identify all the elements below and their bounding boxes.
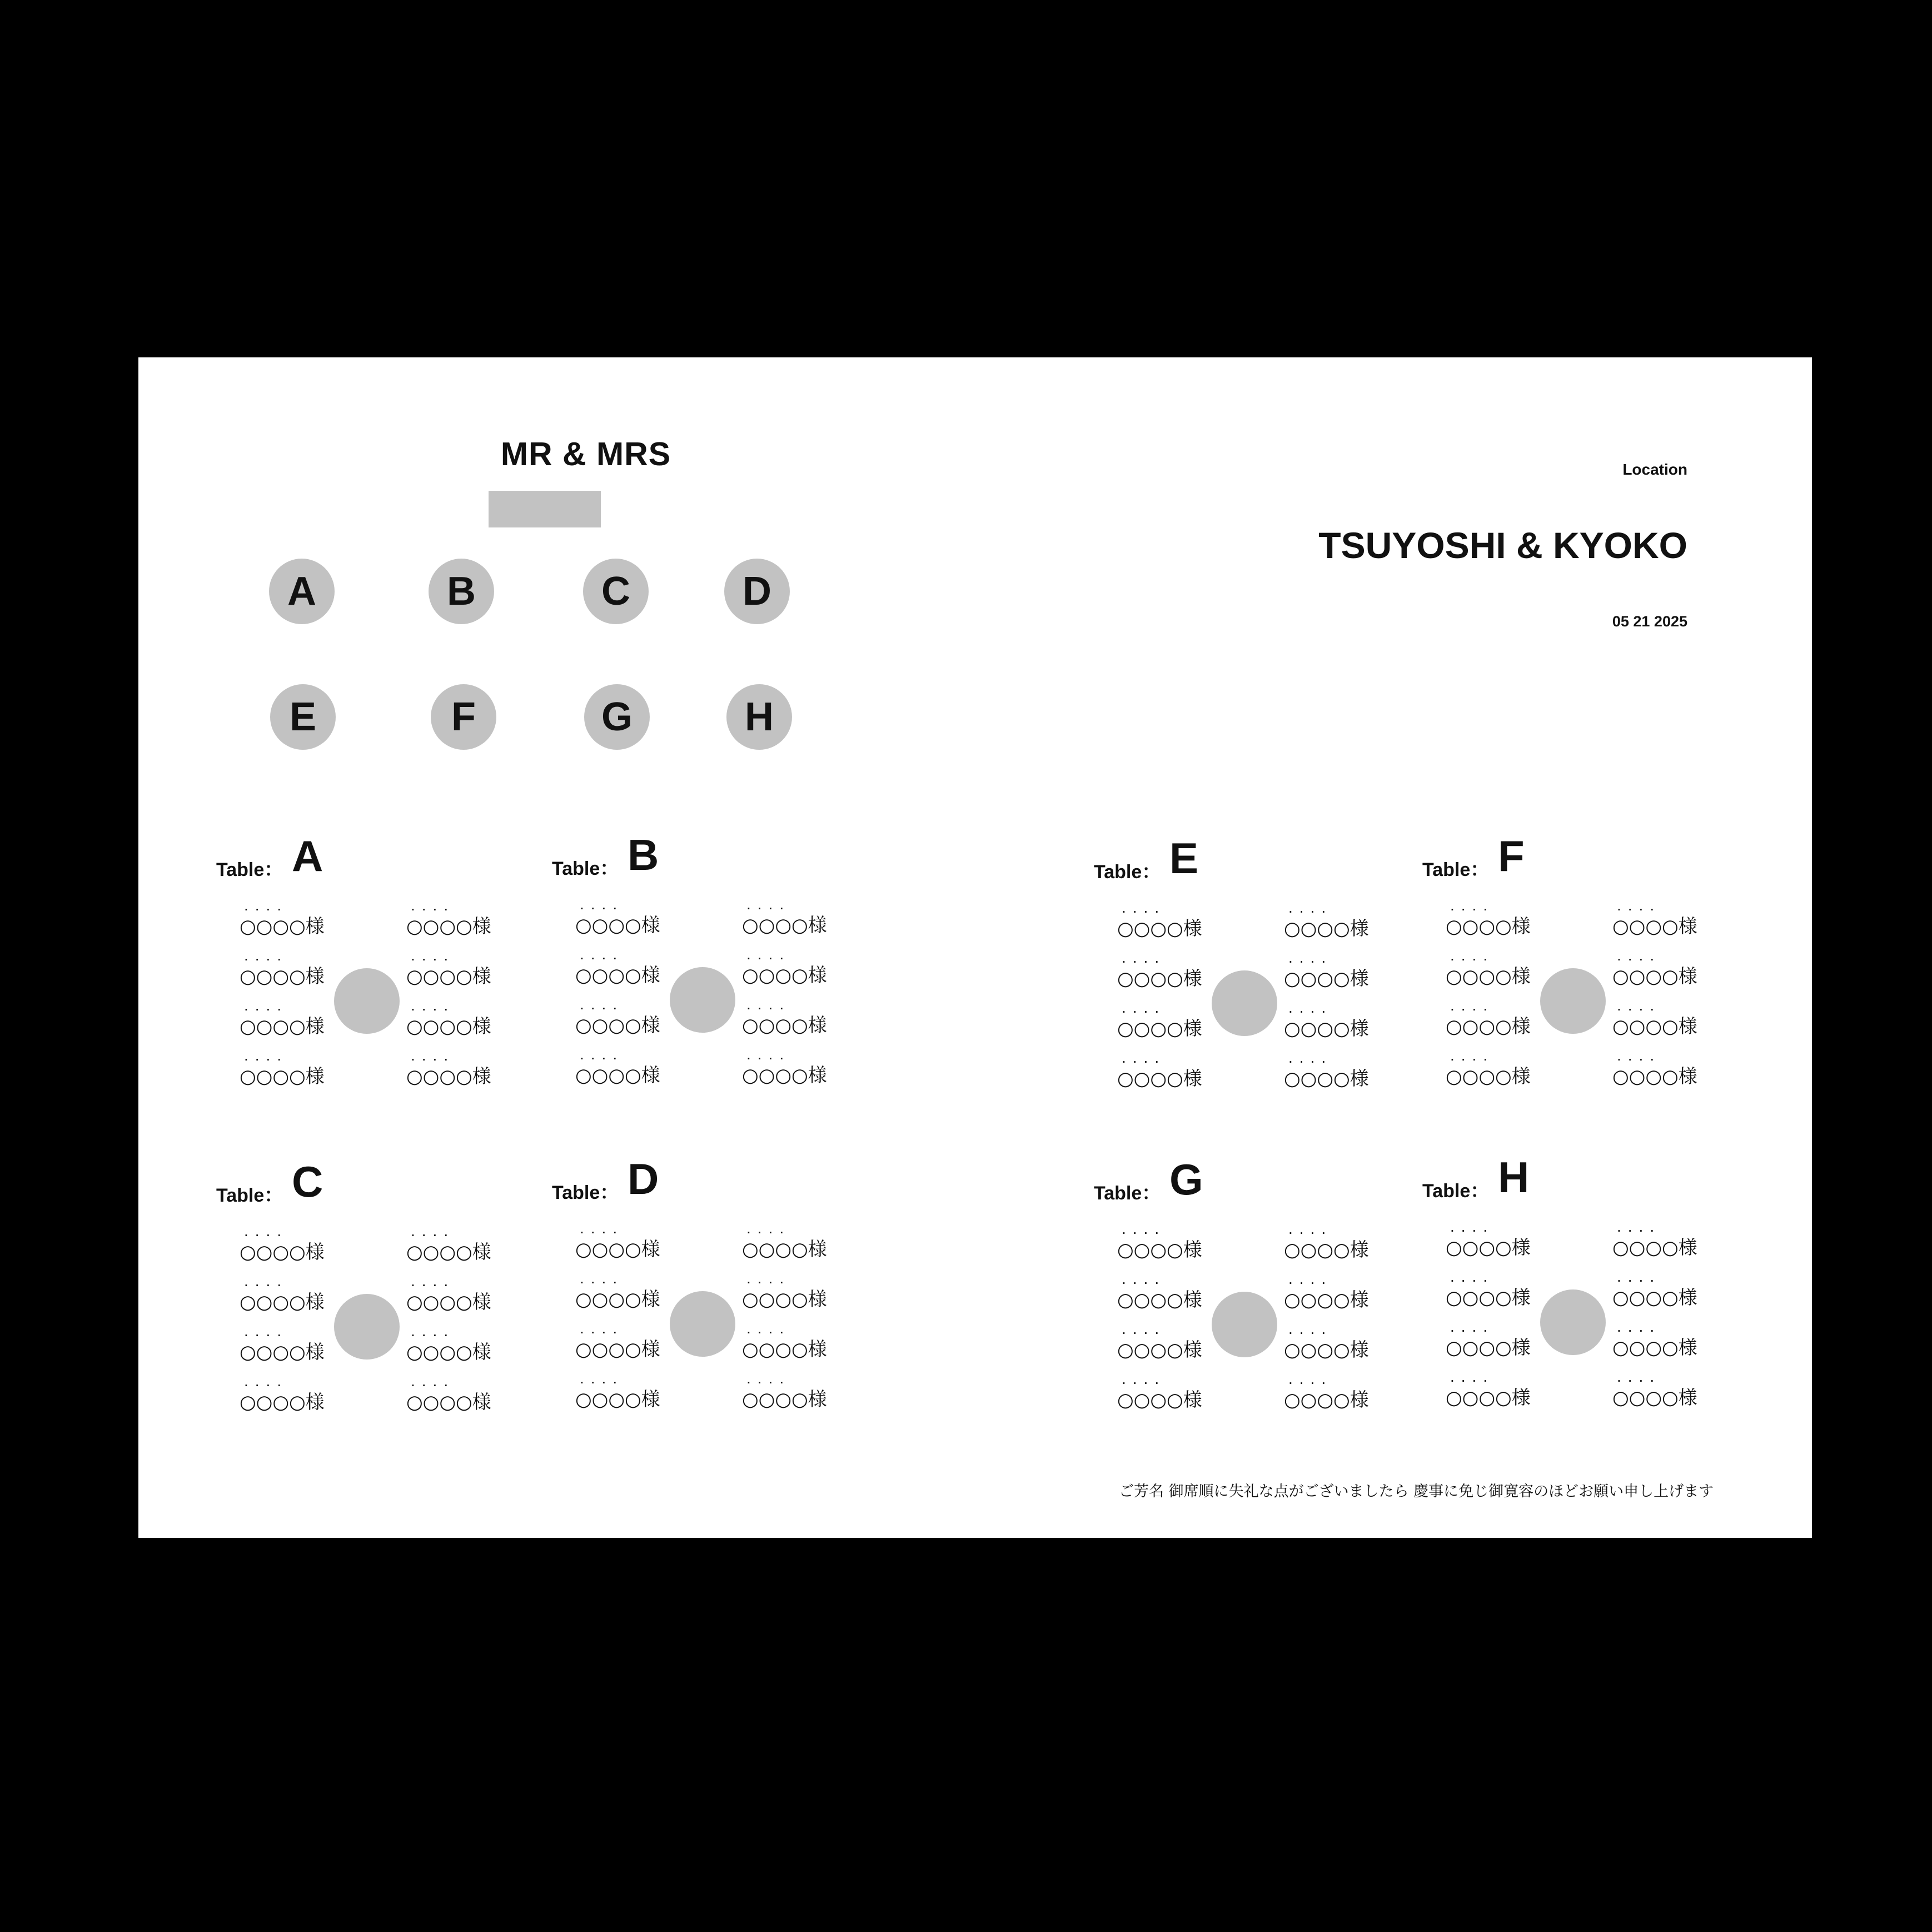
map-table-g: G [584, 684, 650, 750]
guest-name-placeholder: ○○○○様 [1446, 1015, 1531, 1038]
guest-name-placeholder: ○○○○様 [1446, 1337, 1531, 1359]
guest-name-placeholder: ○○○○様 [742, 914, 827, 937]
guest-name-placeholder: ○○○○様 [575, 1288, 660, 1311]
guest-name-placeholder: ○○○○様 [406, 1341, 491, 1363]
table-letter: D [628, 1154, 659, 1203]
guest-seat [575, 1321, 670, 1371]
event-date: 05 21 2025 [1612, 613, 1687, 630]
guest-seat [742, 1047, 836, 1097]
guest-seat [1446, 1369, 1540, 1419]
guest-title-placeholder: .... [411, 1322, 455, 1340]
guest-seat [1612, 898, 1707, 948]
guest-seat [1284, 1321, 1378, 1371]
seat-column-right [1612, 898, 1707, 1098]
guest-title-placeholder: .... [580, 995, 624, 1013]
guest-title-placeholder: .... [411, 1047, 455, 1064]
guest-seat [575, 997, 670, 1047]
guest-seat [742, 1221, 836, 1271]
table-letter: C [292, 1157, 323, 1206]
guest-seat [1284, 1000, 1378, 1050]
guest-seat [1446, 898, 1540, 948]
table-label: Table： [1094, 1183, 1161, 1204]
table-center-circle [1212, 1292, 1277, 1357]
guest-seat [1612, 1319, 1707, 1369]
guest-title-placeholder: .... [244, 1372, 288, 1390]
map-table-a: A [269, 559, 335, 624]
table-center-circle [670, 967, 735, 1033]
guest-name-placeholder: ○○○○様 [1117, 1068, 1202, 1090]
guest-seat [406, 948, 501, 998]
table-block-e [1094, 833, 1427, 1100]
guest-title-placeholder: .... [1450, 947, 1495, 964]
guest-name-placeholder: ○○○○様 [1612, 965, 1697, 988]
guest-name-placeholder: ○○○○様 [240, 1291, 325, 1313]
guest-seat [1117, 1321, 1212, 1371]
guest-name-placeholder: ○○○○様 [406, 1391, 491, 1413]
guest-name-placeholder: ○○○○様 [1117, 1289, 1202, 1311]
map-table-f: F [431, 684, 496, 750]
guest-name-placeholder: ○○○○様 [1612, 1015, 1697, 1038]
guest-name-placeholder: ○○○○様 [742, 1338, 827, 1361]
table-letter: E [1169, 834, 1199, 883]
guest-title-placeholder: .... [1288, 1220, 1333, 1237]
seat-column-left [1446, 898, 1540, 1098]
guest-seat [240, 1323, 334, 1373]
table-letter: G [1169, 1155, 1203, 1204]
guest-name-placeholder: ○○○○様 [1612, 1237, 1697, 1259]
guest-title-placeholder: .... [580, 1269, 624, 1287]
guest-seat [406, 898, 501, 948]
guest-seat [1284, 1271, 1378, 1321]
guest-name-placeholder: ○○○○様 [406, 1291, 491, 1313]
guest-seat [406, 1223, 501, 1273]
guest-name-placeholder: ○○○○様 [240, 965, 325, 988]
guest-title-placeholder: .... [1288, 949, 1333, 966]
guest-title-placeholder: .... [580, 1045, 624, 1063]
guest-title-placeholder: .... [746, 1319, 791, 1337]
guest-seat [1446, 1319, 1540, 1369]
table-block-d [552, 1154, 885, 1421]
guest-name-placeholder: ○○○○様 [575, 1238, 660, 1261]
guest-name-placeholder: ○○○○様 [575, 914, 660, 937]
guest-name-placeholder: ○○○○様 [1446, 915, 1531, 938]
guest-title-placeholder: .... [1122, 999, 1166, 1016]
guest-name-placeholder: ○○○○様 [742, 964, 827, 987]
guest-name-placeholder: ○○○○様 [1284, 1018, 1369, 1040]
guest-seat [240, 1223, 334, 1273]
guest-name-placeholder: ○○○○様 [1117, 968, 1202, 990]
guest-seat [742, 1321, 836, 1371]
guest-seat [406, 998, 501, 1048]
guest-seat [742, 1271, 836, 1321]
guest-seat [575, 1221, 670, 1271]
guest-seat [742, 897, 836, 947]
table-letter: A [292, 831, 323, 880]
guest-seat [575, 1047, 670, 1097]
seating-chart-card [138, 357, 1812, 1538]
seat-column-left [1446, 1219, 1540, 1419]
guest-seat [240, 948, 334, 998]
guest-title-placeholder: .... [1617, 1318, 1661, 1335]
seat-column-left [575, 897, 670, 1097]
footer-note: ご芳名 御席順に失礼な点がございましたら 慶事に免じ御寛容のほどお願い申し上げます [1119, 1483, 1714, 1500]
guest-seat [1612, 1048, 1707, 1098]
guest-title-placeholder: .... [411, 997, 455, 1014]
guest-seat [1284, 950, 1378, 1000]
guest-name-placeholder: ○○○○様 [1284, 1289, 1369, 1311]
guest-name-placeholder: ○○○○様 [575, 1014, 660, 1037]
table-label: Table： [1422, 859, 1490, 880]
guest-seat [1446, 1219, 1540, 1269]
guest-name-placeholder: ○○○○様 [575, 964, 660, 987]
guest-title-placeholder: .... [411, 897, 455, 914]
guest-seat [406, 1373, 501, 1423]
guest-name-placeholder: ○○○○様 [406, 1241, 491, 1263]
table-block-g [1094, 1154, 1427, 1421]
guest-seat [1446, 1269, 1540, 1319]
seat-column-right [1284, 900, 1378, 1100]
guest-title-placeholder: .... [580, 1370, 624, 1387]
guest-title-placeholder: .... [1450, 1268, 1495, 1285]
seat-column-left [1117, 900, 1212, 1100]
guest-title-placeholder: .... [1288, 1049, 1333, 1066]
guest-name-placeholder: ○○○○様 [1284, 1389, 1369, 1411]
guest-seat [240, 998, 334, 1048]
guest-seat [1284, 1221, 1378, 1271]
head-table-shape [489, 491, 601, 527]
guest-seat [1612, 1269, 1707, 1319]
guest-title-placeholder: .... [746, 945, 791, 963]
guest-seat [575, 897, 670, 947]
guest-name-placeholder: ○○○○様 [1612, 1065, 1697, 1088]
table-letter: H [1498, 1153, 1530, 1202]
guest-seat [240, 1373, 334, 1423]
guest-title-placeholder: .... [1122, 899, 1166, 916]
guest-seat [1117, 1271, 1212, 1321]
guest-title-placeholder: .... [1450, 1368, 1495, 1385]
guest-seat [1446, 998, 1540, 1048]
table-center-circle [1212, 970, 1277, 1036]
map-table-d: D [724, 559, 790, 624]
location-label: Location [1622, 461, 1687, 478]
table-block-f [1422, 831, 1756, 1098]
guest-title-placeholder: .... [580, 945, 624, 963]
guest-seat [240, 1048, 334, 1098]
table-label: Table： [216, 859, 283, 880]
guest-title-placeholder: .... [411, 1372, 455, 1390]
guest-seat [1446, 1048, 1540, 1098]
seat-column-left [240, 1223, 334, 1423]
guest-title-placeholder: .... [1617, 997, 1661, 1014]
seat-column-right [742, 897, 836, 1097]
guest-title-placeholder: .... [1122, 1049, 1166, 1066]
guest-name-placeholder: ○○○○様 [240, 1391, 325, 1413]
guest-seat [1117, 1221, 1212, 1271]
table-center-circle [334, 968, 400, 1034]
guest-seat [240, 1273, 334, 1323]
guest-name-placeholder: ○○○○様 [1612, 915, 1697, 938]
guest-name-placeholder: ○○○○様 [1612, 1337, 1697, 1359]
guest-seat [1284, 1050, 1378, 1100]
guest-name-placeholder: ○○○○様 [742, 1238, 827, 1261]
guest-name-placeholder: ○○○○様 [240, 1065, 325, 1088]
guest-seat [575, 1371, 670, 1421]
table-center-circle [334, 1294, 400, 1360]
guest-name-placeholder: ○○○○様 [742, 1288, 827, 1311]
map-table-e: E [270, 684, 336, 750]
couple-names: TSUYOSHI & KYOKO [1318, 525, 1687, 566]
guest-title-placeholder: .... [244, 897, 288, 914]
guest-name-placeholder: ○○○○様 [575, 1338, 660, 1361]
guest-name-placeholder: ○○○○様 [406, 915, 491, 938]
guest-name-placeholder: ○○○○様 [742, 1014, 827, 1037]
guest-title-placeholder: .... [1122, 949, 1166, 966]
guest-name-placeholder: ○○○○様 [406, 965, 491, 988]
guest-name-placeholder: ○○○○様 [1117, 1389, 1202, 1411]
guest-seat [1117, 1050, 1212, 1100]
guest-title-placeholder: .... [1617, 1268, 1661, 1285]
table-block-b [552, 830, 885, 1097]
guest-seat [1117, 1000, 1212, 1050]
seat-column-right [1284, 1221, 1378, 1421]
seat-column-right [742, 1221, 836, 1421]
seat-column-left [240, 898, 334, 1098]
guest-name-placeholder: ○○○○様 [1446, 1387, 1531, 1409]
guest-name-placeholder: ○○○○様 [1612, 1387, 1697, 1409]
guest-name-placeholder: ○○○○様 [240, 915, 325, 938]
guest-title-placeholder: .... [411, 1222, 455, 1239]
guest-title-placeholder: .... [746, 1219, 791, 1237]
guest-title-placeholder: .... [244, 1222, 288, 1239]
guest-seat [406, 1323, 501, 1373]
guest-title-placeholder: .... [411, 947, 455, 964]
guest-name-placeholder: ○○○○様 [240, 1341, 325, 1363]
guest-title-placeholder: .... [1450, 1318, 1495, 1335]
guest-seat [742, 997, 836, 1047]
guest-seat [1117, 900, 1212, 950]
guest-name-placeholder: ○○○○様 [1117, 1018, 1202, 1040]
guest-title-placeholder: .... [746, 1370, 791, 1387]
guest-title-placeholder: .... [244, 1322, 288, 1340]
table-label: Table： [1094, 862, 1161, 883]
guest-seat [742, 947, 836, 997]
guest-title-placeholder: .... [1617, 1218, 1661, 1235]
guest-seat [406, 1048, 501, 1098]
guest-title-placeholder: .... [1122, 1220, 1166, 1237]
guest-name-placeholder: ○○○○様 [1446, 1065, 1531, 1088]
table-label: Table： [552, 858, 619, 879]
guest-seat [1446, 948, 1540, 998]
table-label: Table： [216, 1185, 283, 1206]
guest-title-placeholder: .... [244, 947, 288, 964]
guest-title-placeholder: .... [580, 1319, 624, 1337]
guest-name-placeholder: ○○○○様 [1446, 1237, 1531, 1259]
guest-name-placeholder: ○○○○様 [1117, 1339, 1202, 1361]
guest-name-placeholder: ○○○○様 [575, 1388, 660, 1411]
guest-seat [742, 1371, 836, 1421]
table-block-c [216, 1157, 550, 1423]
guest-name-placeholder: ○○○○様 [1284, 1068, 1369, 1090]
guest-name-placeholder: ○○○○様 [1284, 1239, 1369, 1261]
guest-name-placeholder: ○○○○様 [1612, 1287, 1697, 1309]
guest-name-placeholder: ○○○○様 [1446, 965, 1531, 988]
table-letter: B [628, 830, 659, 879]
guest-name-placeholder: ○○○○様 [742, 1388, 827, 1411]
guest-title-placeholder: .... [1288, 1320, 1333, 1337]
guest-seat [575, 947, 670, 997]
guest-title-placeholder: .... [1122, 1320, 1166, 1337]
guest-name-placeholder: ○○○○様 [406, 1015, 491, 1038]
guest-title-placeholder: .... [1450, 897, 1495, 914]
head-table-title: MR & MRS [500, 436, 671, 472]
guest-title-placeholder: .... [746, 895, 791, 913]
guest-title-placeholder: .... [1288, 1270, 1333, 1287]
guest-title-placeholder: .... [1122, 1270, 1166, 1287]
guest-title-placeholder: .... [411, 1272, 455, 1289]
guest-title-placeholder: .... [580, 1219, 624, 1237]
guest-seat [1284, 1371, 1378, 1421]
guest-title-placeholder: .... [1288, 899, 1333, 916]
guest-name-placeholder: ○○○○様 [240, 1015, 325, 1038]
guest-title-placeholder: .... [1617, 947, 1661, 964]
guest-name-placeholder: ○○○○様 [742, 1064, 827, 1087]
guest-title-placeholder: .... [1122, 1370, 1166, 1387]
guest-seat [1117, 950, 1212, 1000]
guest-title-placeholder: .... [1617, 1368, 1661, 1385]
guest-name-placeholder: ○○○○様 [575, 1064, 660, 1087]
guest-seat [240, 898, 334, 948]
guest-title-placeholder: .... [1288, 999, 1333, 1016]
guest-seat [1117, 1371, 1212, 1421]
guest-title-placeholder: .... [1617, 1047, 1661, 1064]
table-center-circle [670, 1291, 735, 1357]
guest-name-placeholder: ○○○○様 [1117, 1239, 1202, 1261]
guest-seat [1612, 948, 1707, 998]
table-block-a [216, 831, 550, 1098]
guest-title-placeholder: .... [244, 1272, 288, 1289]
map-table-c: C [583, 559, 649, 624]
guest-title-placeholder: .... [1450, 997, 1495, 1014]
guest-seat [1612, 1369, 1707, 1419]
guest-name-placeholder: ○○○○様 [1284, 1339, 1369, 1361]
seat-column-right [1612, 1219, 1707, 1419]
guest-title-placeholder: .... [746, 995, 791, 1013]
guest-name-placeholder: ○○○○様 [406, 1065, 491, 1088]
guest-seat [1612, 1219, 1707, 1269]
guest-title-placeholder: .... [746, 1269, 791, 1287]
table-center-circle [1540, 968, 1606, 1034]
guest-seat [1284, 900, 1378, 950]
seat-column-right [406, 1223, 501, 1423]
guest-title-placeholder: .... [1288, 1370, 1333, 1387]
guest-seat [575, 1271, 670, 1321]
table-label: Table： [1422, 1181, 1490, 1202]
seat-column-right [406, 898, 501, 1098]
guest-name-placeholder: ○○○○様 [1446, 1287, 1531, 1309]
table-center-circle [1540, 1289, 1606, 1355]
guest-title-placeholder: .... [244, 997, 288, 1014]
map-table-h: H [726, 684, 792, 750]
guest-seat [1612, 998, 1707, 1048]
guest-title-placeholder: .... [1450, 1047, 1495, 1064]
table-block-h [1422, 1152, 1756, 1419]
table-letter: F [1498, 831, 1525, 880]
guest-title-placeholder: .... [746, 1045, 791, 1063]
guest-name-placeholder: ○○○○様 [240, 1241, 325, 1263]
guest-name-placeholder: ○○○○様 [1117, 918, 1202, 940]
guest-title-placeholder: .... [580, 895, 624, 913]
table-label: Table： [552, 1182, 619, 1203]
guest-title-placeholder: .... [1450, 1218, 1495, 1235]
seat-column-left [1117, 1221, 1212, 1421]
guest-seat [406, 1273, 501, 1323]
guest-title-placeholder: .... [244, 1047, 288, 1064]
guest-name-placeholder: ○○○○様 [1284, 968, 1369, 990]
guest-title-placeholder: .... [1617, 897, 1661, 914]
seat-column-left [575, 1221, 670, 1421]
map-table-b: B [429, 559, 494, 624]
guest-name-placeholder: ○○○○様 [1284, 918, 1369, 940]
